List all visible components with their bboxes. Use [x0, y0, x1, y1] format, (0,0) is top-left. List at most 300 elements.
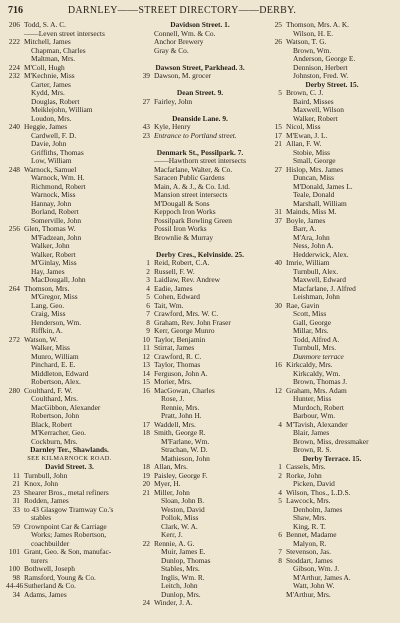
house-number: 4	[146, 284, 150, 293]
house-number	[136, 106, 154, 115]
house-number	[268, 327, 286, 336]
directory-entry	[6, 64, 133, 73]
street-heading: Deanside Lane. 9.	[172, 114, 228, 123]
resident-name: Anchor Brewery	[154, 38, 204, 46]
resident-name: Scott, Miss	[293, 310, 327, 318]
directory-entry	[6, 523, 133, 532]
house-number: 17	[274, 131, 282, 140]
directory-entry	[6, 191, 133, 200]
house-number	[136, 404, 154, 413]
house-number	[136, 208, 154, 217]
directory-entry	[6, 395, 133, 404]
house-number	[136, 548, 154, 557]
house-number	[136, 497, 154, 506]
resident-name: M'Kechnie, Miss	[24, 72, 75, 80]
house-number	[6, 242, 24, 251]
directory-entry	[6, 183, 133, 192]
directory-entry	[268, 548, 396, 557]
resident-name: Bothwell, Joseph	[24, 565, 75, 573]
house-number: 18	[142, 463, 150, 471]
house-number: 248	[8, 165, 20, 174]
resident-name: Walker, Robert	[293, 114, 338, 123]
directory-entry	[268, 412, 396, 421]
house-number	[6, 140, 24, 149]
house-number	[268, 395, 286, 404]
house-number	[268, 574, 286, 583]
house-number	[268, 370, 286, 379]
resident-name: Graham, Mrs. Adam	[286, 386, 347, 395]
directory-entry	[6, 166, 133, 175]
resident-name: Lang, Geo.	[31, 301, 65, 310]
house-number	[268, 191, 286, 200]
resident-name: Walker, Miss	[31, 344, 70, 352]
resident-name: Paisley, George F.	[154, 471, 208, 480]
directory-entry	[6, 217, 133, 226]
house-number	[268, 514, 286, 523]
resident-name: Dennison, Herbert	[293, 63, 348, 72]
house-number: 24	[142, 599, 150, 607]
house-number	[6, 404, 24, 413]
directory-entry	[268, 514, 396, 523]
resident-name: Watson, W.	[24, 335, 58, 344]
directory-entry	[268, 565, 396, 574]
directory-entry	[268, 302, 396, 311]
resident-name: Richmond, Robert	[31, 182, 86, 191]
resident-name: Rodden, James	[24, 497, 69, 505]
resident-name: Mathieson, John	[161, 454, 210, 463]
house-number	[6, 429, 24, 438]
resident-name: Coulthard, F. W.	[24, 386, 73, 395]
house-number: 6	[278, 531, 282, 539]
resident-name: Brown, Thomas J.	[293, 378, 348, 386]
resident-name: Cockburn, Mrs.	[31, 437, 78, 446]
directory-entry	[136, 106, 264, 115]
resident-name: Lawcock, Mrs.	[286, 497, 331, 505]
directory-entry	[136, 412, 264, 421]
directory-entry	[136, 310, 264, 319]
house-number	[136, 395, 154, 404]
directory-entry	[268, 268, 396, 277]
house-number	[136, 30, 154, 39]
resident-name: MacDougall, John	[31, 276, 86, 284]
resident-name: Rose, J.	[161, 395, 185, 403]
house-number	[6, 251, 24, 260]
directory-entry	[6, 319, 133, 328]
resident-name: Blair, James	[293, 429, 330, 437]
house-number: 15	[274, 123, 282, 131]
house-number	[6, 327, 24, 336]
directory-entry	[136, 446, 264, 455]
house-number: 27	[274, 165, 282, 174]
resident-name: Small, George	[293, 157, 336, 165]
directory-entry	[136, 472, 264, 481]
directory-entry	[268, 387, 396, 396]
house-number	[6, 115, 24, 124]
house-number	[136, 523, 154, 532]
resident-name: King, R. T.	[293, 522, 326, 531]
directory-entry	[136, 531, 264, 540]
resident-name: Kerr, George Munro	[154, 327, 215, 335]
resident-name	[154, 55, 264, 64]
resident-name: Todd, S. A. C.	[24, 21, 66, 29]
directory-entry	[268, 310, 396, 319]
resident-name: Shearer Bros., metal refiners	[24, 488, 109, 497]
directory-entry	[136, 123, 264, 132]
directory-entry	[136, 302, 264, 311]
resident-name: Inglis, Wm. R.	[161, 573, 205, 582]
house-number	[268, 225, 286, 234]
resident-name: Robertson, Alex.	[31, 378, 81, 386]
resident-name: M'Gregor, Miss	[31, 293, 78, 301]
house-number	[136, 438, 154, 447]
directory-entry	[268, 591, 396, 600]
house-number	[136, 582, 154, 591]
resident-name: Stevenson, Jas.	[286, 548, 331, 556]
house-number	[6, 540, 24, 549]
directory-entry	[268, 438, 396, 447]
house-number: 7	[146, 310, 150, 318]
directory-entry	[6, 285, 133, 294]
house-number: 3	[146, 276, 150, 284]
house-number: 8	[146, 318, 150, 327]
house-number: 98	[12, 573, 20, 582]
resident-name: Barbour, Wm.	[293, 412, 336, 420]
directory-entry	[268, 327, 396, 336]
resident-name: Maltman, Mrs.	[31, 55, 76, 63]
resident-name: Wilson, Thos., L.D.S.	[286, 488, 351, 497]
house-number	[268, 115, 286, 124]
column-1	[6, 21, 133, 621]
resident-name: Hedderwick, Alex.	[293, 250, 349, 259]
directory-entry	[268, 531, 396, 540]
house-number	[268, 234, 286, 243]
resident-name: stables	[31, 514, 52, 522]
house-number	[6, 259, 24, 268]
directory-entry	[268, 251, 396, 260]
directory-entry	[268, 208, 396, 217]
directory-entry	[6, 574, 133, 583]
house-number: 256	[8, 225, 20, 233]
house-number: 12	[274, 386, 282, 395]
house-number: 2	[146, 267, 150, 276]
directory-entry	[268, 480, 396, 489]
running-title: DARNLEY——STREET DIRECTORY——DERBY.	[67, 5, 297, 16]
resident-name: Heggie, James	[24, 123, 68, 131]
directory-entry	[136, 489, 264, 498]
resident-name: Borland, Robert	[31, 208, 79, 216]
directory-entry	[136, 514, 264, 523]
directory-entry	[268, 557, 396, 566]
resident-name: Hannay, John	[31, 199, 72, 208]
directory-entry	[136, 234, 264, 243]
directory-entry	[268, 21, 396, 30]
resident-name: Grant, Geo. & Son, manufac-	[24, 548, 112, 556]
directory-entry	[268, 115, 396, 124]
resident-name: Graham, Rev. John Fraser	[154, 318, 231, 327]
resident-name	[154, 140, 264, 149]
directory-entry	[136, 591, 264, 600]
directory-entry	[268, 106, 396, 115]
house-number	[268, 106, 286, 115]
house-number	[268, 157, 286, 166]
resident-name: Maxwell, Edward	[293, 276, 346, 284]
directory-entry	[136, 98, 264, 107]
resident-name: Turnbull, Mrs.	[293, 344, 337, 352]
house-number: 5	[146, 293, 150, 301]
resident-name: Saracen Public Gardens	[154, 174, 225, 182]
directory-entry	[268, 132, 396, 141]
resident-name: Eadie, James	[154, 284, 193, 293]
directory-entry	[6, 149, 133, 158]
directory-entry	[268, 242, 396, 251]
house-number	[6, 81, 24, 90]
house-number	[268, 540, 286, 549]
resident-name: Weston, David	[161, 505, 205, 514]
directory-entry	[136, 548, 264, 557]
resident-name: Dunlop, Mrs.	[161, 590, 201, 599]
house-number	[268, 55, 286, 64]
directory-entry	[136, 404, 264, 413]
house-number	[268, 268, 286, 277]
directory-entry	[136, 191, 264, 200]
street-heading: Derby Terrace. 15.	[302, 454, 362, 463]
resident-name: Warnock, Miss	[31, 191, 76, 199]
resident-name: Rennie, A. G.	[154, 539, 195, 548]
resident-name: Allan, Mrs.	[154, 463, 188, 471]
resident-name: Shaw, Mrs.	[293, 514, 327, 522]
directory-entry	[136, 259, 264, 268]
directory-entry	[136, 293, 264, 302]
resident-name: Brown, Miss, dressmaker	[293, 437, 369, 446]
directory-entry	[136, 217, 264, 226]
house-number	[6, 378, 24, 387]
directory-entry	[268, 523, 396, 532]
house-number: 21	[142, 488, 150, 497]
resident-name: Murdoch, Robert	[293, 403, 344, 412]
resident-name: Millar, Mrs.	[293, 327, 329, 335]
house-number: 19	[142, 471, 150, 480]
house-number	[136, 565, 154, 574]
resident-name: Bennet, Madame	[286, 531, 337, 539]
directory-entry	[6, 47, 133, 56]
directory-entry	[268, 463, 396, 472]
resident-name: Warnock, Samuel	[24, 165, 77, 174]
house-number	[6, 30, 24, 39]
directory-entry	[268, 429, 396, 438]
directory-entry	[6, 115, 133, 124]
resident-name: Mitchell, James	[24, 38, 71, 46]
house-number: 21	[12, 480, 20, 488]
house-number	[268, 438, 286, 447]
house-number	[136, 81, 154, 90]
house-number	[268, 353, 286, 362]
directory-entry	[136, 463, 264, 472]
directory-entry	[136, 132, 264, 141]
resident-name: Robertson, John	[31, 412, 80, 420]
house-number	[136, 183, 154, 192]
house-number: 34	[12, 590, 20, 599]
house-number: 101	[8, 548, 20, 556]
resident-name: Miller, John	[154, 488, 190, 497]
house-number	[6, 174, 24, 183]
resident-name: Baird, Misses	[293, 97, 334, 106]
resident-name: Hunter, Miss	[293, 395, 332, 403]
resident-name: Thomson, Mrs. A. K.	[286, 21, 350, 29]
house-number: 8	[278, 556, 282, 565]
resident-name: turers	[31, 556, 48, 565]
directory-entry	[6, 208, 133, 217]
resident-name: Pinchard, E. E.	[31, 361, 76, 369]
house-number	[136, 531, 154, 540]
resident-name	[154, 242, 264, 251]
directory-entry	[268, 497, 396, 506]
directory-entry	[268, 344, 396, 353]
resident-name: Imrie, William	[286, 259, 330, 267]
resident-name: Mansion street intersects	[154, 191, 228, 199]
resident-name: Macfarlane, Walter, & Co.	[154, 165, 233, 174]
house-number	[268, 336, 286, 345]
directory-entry	[6, 98, 133, 107]
directory-entry	[268, 489, 396, 498]
resident-name: ——Leven street intersects	[24, 29, 105, 38]
directory-entry	[6, 506, 133, 515]
directory-columns	[6, 21, 396, 621]
resident-name: Nicol, Miss	[286, 123, 321, 131]
resident-name: Anderson, George E.	[293, 55, 356, 63]
directory-entry	[268, 157, 396, 166]
directory-entry	[6, 234, 133, 243]
resident-name: Watson, T. G.	[286, 38, 327, 46]
house-number	[6, 370, 24, 379]
house-number	[6, 234, 24, 243]
resident-name	[154, 81, 264, 90]
house-number: 40	[274, 259, 282, 267]
house-number	[136, 455, 154, 464]
house-number: 11	[12, 471, 20, 480]
directory-entry	[6, 429, 133, 438]
resident-name: Muir, James E.	[161, 548, 206, 556]
directory-entry	[136, 540, 264, 549]
directory-entry	[6, 336, 133, 345]
resident-name: Stables, Mrs.	[161, 565, 200, 573]
house-number	[136, 412, 154, 421]
directory-entry	[136, 208, 264, 217]
directory-entry	[136, 565, 264, 574]
directory-entry	[136, 276, 264, 285]
directory-entry	[6, 310, 133, 319]
resident-name: Marshall, William	[293, 199, 347, 208]
directory-entry	[6, 489, 133, 498]
resident-name: Dawson, M. grocer	[154, 72, 212, 80]
directory-entry	[6, 276, 133, 285]
directory-entry	[6, 370, 133, 379]
resident-name: Fairley, John	[154, 97, 193, 106]
house-number	[268, 251, 286, 260]
directory-entry	[6, 293, 133, 302]
resident-name: Strachan, W. D.	[161, 446, 208, 454]
resident-name: M'Donald, James L.	[293, 182, 353, 191]
resident-name: Craig, Miss	[31, 310, 66, 318]
house-number: 1	[278, 463, 282, 471]
resident-name: Todd, Alfred A.	[293, 335, 340, 344]
house-number: 222	[8, 38, 20, 46]
resident-name: Dunlop, Thomas	[161, 556, 211, 565]
directory-entry	[136, 200, 264, 209]
directory-entry	[268, 540, 396, 549]
resident-name: Possilpark Bowling Green	[154, 216, 233, 225]
resident-name: Winder, J. A.	[154, 599, 193, 607]
directory-entry	[6, 540, 133, 549]
house-number: 12	[142, 352, 150, 361]
resident-name	[154, 106, 264, 115]
directory-entry	[6, 268, 133, 277]
resident-name: Dunmore terrace	[293, 352, 344, 361]
resident-name: Coulthard, Mrs.	[31, 395, 79, 403]
page-number: 716	[8, 5, 23, 16]
resident-name: Mainds, Miss M.	[286, 208, 337, 216]
resident-name: Malyon, R.	[293, 539, 327, 548]
resident-name: Russell, F. W.	[154, 267, 195, 276]
directory-entry	[268, 30, 396, 39]
resident-name: Connell, Wm. & Co.	[154, 29, 216, 38]
street-heading: David Street. 3.	[45, 463, 94, 471]
house-number	[6, 531, 24, 540]
directory-entry	[6, 259, 133, 268]
resident-name: Munro, William	[31, 352, 79, 361]
house-number: 22	[142, 539, 150, 548]
directory-entry	[136, 582, 264, 591]
directory-entry	[268, 319, 396, 328]
resident-name: M'Ewan, J. L.	[286, 131, 328, 140]
column-2	[136, 21, 264, 621]
house-number: 37	[274, 216, 282, 225]
resident-name: Rorke, John	[286, 471, 322, 480]
resident-name: Crownpoint Car & Carriage	[24, 522, 107, 531]
directory-entry	[136, 455, 264, 464]
directory-entry	[6, 412, 133, 421]
resident-name: Walker, John	[31, 242, 70, 250]
house-number	[268, 72, 286, 81]
resident-name: Laidlaw, Rev. Andrew	[154, 276, 220, 284]
resident-name: Waddell, Mrs.	[154, 420, 196, 429]
resident-name: Taylor, Benjamin	[154, 335, 206, 344]
house-number	[6, 200, 24, 209]
resident-name: M'Kerracher, Geo.	[31, 429, 86, 437]
house-number: 11	[142, 344, 150, 352]
house-number: 13	[142, 361, 150, 369]
resident-name: Taylor, Thomas	[154, 361, 201, 369]
resident-name: Carter, James	[31, 80, 71, 89]
house-number	[136, 38, 154, 47]
house-number	[136, 514, 154, 523]
directory-entry	[268, 234, 396, 243]
resident-name: Tait, Wm.	[154, 301, 184, 310]
resident-name: Crawford, R. C.	[154, 352, 202, 361]
directory-entry	[136, 140, 264, 149]
resident-name: M'Ara, John	[293, 233, 330, 242]
house-number	[6, 361, 24, 370]
page-header	[8, 5, 392, 19]
house-number: 240	[8, 123, 20, 131]
directory-entry	[136, 557, 264, 566]
resident-name: Black, Robert	[31, 420, 73, 429]
resident-name: Rennie, Mrs.	[161, 403, 200, 412]
directory-entry	[6, 591, 133, 600]
resident-name: Brown, R. S.	[293, 446, 332, 454]
house-number	[6, 412, 24, 421]
directory-entry	[268, 574, 396, 583]
house-number: 23	[142, 131, 150, 140]
